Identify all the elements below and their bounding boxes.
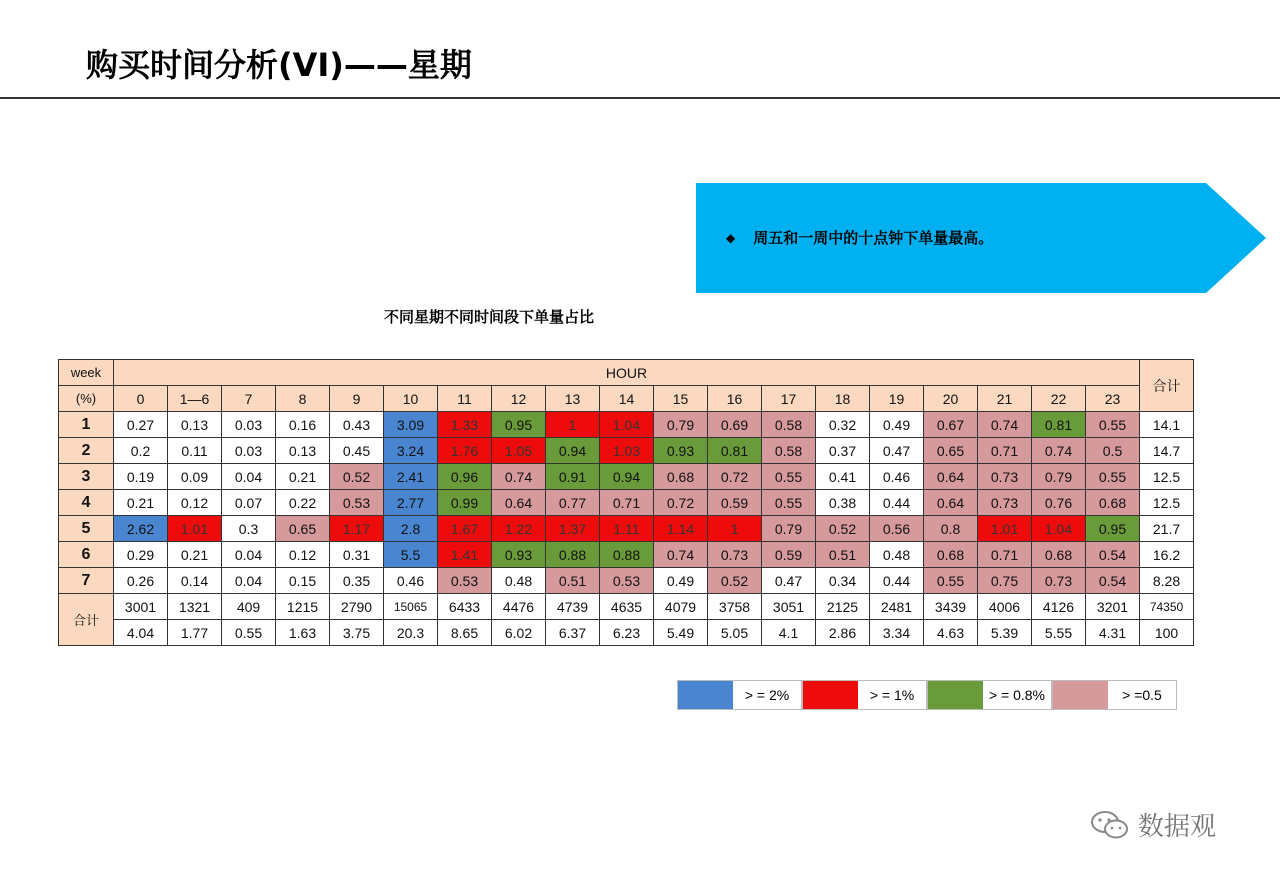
heatmap-cell: 0.45 <box>330 438 384 464</box>
heatmap-cell: 0.58 <box>762 438 816 464</box>
heatmap-cell: 0.73 <box>978 490 1032 516</box>
heatmap-cell: 0.21 <box>168 542 222 568</box>
heatmap-cell: 2.62 <box>114 516 168 542</box>
heatmap-cell: 0.11 <box>168 438 222 464</box>
row-total-cell: 14.7 <box>1140 438 1194 464</box>
table-row <box>59 438 1194 464</box>
heatmap-cell: 0.04 <box>222 464 276 490</box>
week-row-label: 4 <box>59 490 114 516</box>
heatmap-cell: 0.03 <box>222 438 276 464</box>
heatmap-cell: 0.88 <box>546 542 600 568</box>
week-row-label: 1 <box>59 412 114 438</box>
heatmap-cell: 0.49 <box>870 412 924 438</box>
heatmap-cell: 0.32 <box>816 412 870 438</box>
heatmap-cell: 1.01 <box>168 516 222 542</box>
total-percent-cell: 4.04 <box>114 620 168 646</box>
corner-percent-label: (%) <box>59 386 114 412</box>
watermark <box>1090 806 1216 843</box>
watermark-text: 数据观 <box>1138 812 1217 842</box>
heatmap-cell: 0.93 <box>492 542 546 568</box>
heatmap-cell: 0.35 <box>330 568 384 594</box>
total-count-cell: 2481 <box>870 594 924 620</box>
heatmap-cell: 0.21 <box>114 490 168 516</box>
heatmap-cell: 0.64 <box>924 490 978 516</box>
heatmap-cell: 1.33 <box>438 412 492 438</box>
heatmap-cell: 0.13 <box>168 412 222 438</box>
corner-week-label: week <box>59 360 114 386</box>
heatmap-cell: 0.46 <box>384 568 438 594</box>
heatmap-cell: 0.52 <box>708 568 762 594</box>
hour-tick-label: 23 <box>1086 386 1140 412</box>
heatmap-cell: 0.59 <box>708 490 762 516</box>
legend <box>677 680 1177 710</box>
heatmap-cell: 0.52 <box>816 516 870 542</box>
heatmap-cell: 0.69 <box>708 412 762 438</box>
heatmap-cell: 0.94 <box>600 464 654 490</box>
total-percent-cell: 0.55 <box>222 620 276 646</box>
heatmap-cell: 0.12 <box>276 542 330 568</box>
legend-swatch <box>1053 681 1108 709</box>
legend-item <box>677 680 802 710</box>
heatmap-cell: 0.75 <box>978 568 1032 594</box>
heatmap-cell: 0.72 <box>708 464 762 490</box>
total-percent-cell: 5.05 <box>708 620 762 646</box>
heatmap-cell: 1.67 <box>438 516 492 542</box>
total-count-cell: 3758 <box>708 594 762 620</box>
total-count-cell: 4006 <box>978 594 1032 620</box>
total-count-cell: 1215 <box>276 594 330 620</box>
legend-item <box>802 680 927 710</box>
totals-row-label: 合计 <box>59 594 114 646</box>
hour-tick-label: 9 <box>330 386 384 412</box>
heatmap-cell: 0.14 <box>168 568 222 594</box>
row-total-cell: 12.5 <box>1140 464 1194 490</box>
legend-item <box>1052 680 1177 710</box>
total-percent-cell: 4.63 <box>924 620 978 646</box>
heatmap-cell: 0.22 <box>276 490 330 516</box>
heatmap-cell: 0.73 <box>1032 568 1086 594</box>
table-row <box>59 568 1194 594</box>
total-count-cell: 4739 <box>546 594 600 620</box>
totals-percent-row <box>59 620 1194 646</box>
heatmap-cell: 0.53 <box>438 568 492 594</box>
table-row <box>59 464 1194 490</box>
heatmap-cell: 0.8 <box>924 516 978 542</box>
total-percent-cell: 2.86 <box>816 620 870 646</box>
heatmap-cell: 1.76 <box>438 438 492 464</box>
total-percent-cell: 6.02 <box>492 620 546 646</box>
hour-tick-label: 18 <box>816 386 870 412</box>
total-count-cell: 4635 <box>600 594 654 620</box>
row-total-cell: 14.1 <box>1140 412 1194 438</box>
legend-label: > = 0.8% <box>983 681 1051 709</box>
page-title: 购买时间分析(VI)——星期 <box>86 46 472 84</box>
heatmap-cell: 0.99 <box>438 490 492 516</box>
heatmap-cell: 0.16 <box>276 412 330 438</box>
heatmap-cell: 1 <box>708 516 762 542</box>
heatmap-cell: 0.27 <box>114 412 168 438</box>
heatmap-cell: 0.48 <box>870 542 924 568</box>
grand-total-percent: 100 <box>1140 620 1194 646</box>
heatmap-cell: 1 <box>546 412 600 438</box>
title-divider <box>0 97 1280 99</box>
legend-label: > = 2% <box>733 681 801 709</box>
total-percent-cell: 5.49 <box>654 620 708 646</box>
heatmap-cell: 0.52 <box>330 464 384 490</box>
week-row-label: 7 <box>59 568 114 594</box>
row-total-cell: 16.2 <box>1140 542 1194 568</box>
total-count-cell: 2790 <box>330 594 384 620</box>
heatmap-cell: 0.59 <box>762 542 816 568</box>
header-row-1 <box>59 360 1194 386</box>
heatmap-cell: 1.04 <box>1032 516 1086 542</box>
heatmap-cell: 0.77 <box>546 490 600 516</box>
legend-label: > =0.5 <box>1108 681 1176 709</box>
heatmap-cell: 0.55 <box>762 464 816 490</box>
heatmap-cell: 1.37 <box>546 516 600 542</box>
hour-tick-label: 15 <box>654 386 708 412</box>
heatmap-cell: 0.79 <box>654 412 708 438</box>
heatmap-cell: 0.96 <box>438 464 492 490</box>
week-row-label: 2 <box>59 438 114 464</box>
header-row-2 <box>59 386 1194 412</box>
heatmap-cell: 1.03 <box>600 438 654 464</box>
hour-tick-label: 22 <box>1032 386 1086 412</box>
heatmap-cell: 0.5 <box>1086 438 1140 464</box>
heatmap-cell: 0.68 <box>1086 490 1140 516</box>
heatmap-cell: 0.74 <box>978 412 1032 438</box>
total-percent-cell: 5.39 <box>978 620 1032 646</box>
legend-swatch <box>678 681 733 709</box>
heatmap-cell: 0.68 <box>1032 542 1086 568</box>
heatmap-cell: 0.81 <box>708 438 762 464</box>
hour-tick-label: 19 <box>870 386 924 412</box>
callout-line <box>726 227 993 248</box>
heatmap-cell: 0.64 <box>924 464 978 490</box>
total-count-cell: 15065 <box>384 594 438 620</box>
heatmap-cell: 0.74 <box>654 542 708 568</box>
total-count-cell: 4126 <box>1032 594 1086 620</box>
heatmap-cell: 0.71 <box>978 542 1032 568</box>
heatmap-cell: 0.43 <box>330 412 384 438</box>
heatmap-cell: 0.65 <box>924 438 978 464</box>
heatmap-cell: 0.93 <box>654 438 708 464</box>
heatmap-cell: 0.67 <box>924 412 978 438</box>
heatmap-cell: 0.95 <box>1086 516 1140 542</box>
total-column-header: 合计 <box>1140 360 1194 412</box>
total-count-cell: 4476 <box>492 594 546 620</box>
heatmap-cell: 1.14 <box>654 516 708 542</box>
heatmap-cell: 0.46 <box>870 464 924 490</box>
legend-swatch <box>803 681 858 709</box>
total-percent-cell: 1.77 <box>168 620 222 646</box>
total-count-cell: 6433 <box>438 594 492 620</box>
table-row <box>59 412 1194 438</box>
row-total-cell: 8.28 <box>1140 568 1194 594</box>
heatmap-cell: 0.65 <box>276 516 330 542</box>
heatmap-cell: 0.71 <box>600 490 654 516</box>
heatmap-cell: 0.55 <box>762 490 816 516</box>
heatmap-cell: 0.04 <box>222 542 276 568</box>
heatmap-cell: 0.74 <box>492 464 546 490</box>
hour-tick-label: 0 <box>114 386 168 412</box>
heatmap-cell: 0.19 <box>114 464 168 490</box>
heatmap-cell: 0.09 <box>168 464 222 490</box>
total-percent-cell: 8.65 <box>438 620 492 646</box>
hour-tick-label: 13 <box>546 386 600 412</box>
total-percent-cell: 6.37 <box>546 620 600 646</box>
total-count-cell: 3001 <box>114 594 168 620</box>
heatmap-cell: 0.54 <box>1086 568 1140 594</box>
row-total-cell: 21.7 <box>1140 516 1194 542</box>
total-count-cell: 3051 <box>762 594 816 620</box>
heatmap-cell: 1.22 <box>492 516 546 542</box>
heatmap-cell: 2.41 <box>384 464 438 490</box>
heatmap-cell: 0.34 <box>816 568 870 594</box>
heatmap-cell: 0.81 <box>1032 412 1086 438</box>
wechat-icon <box>1090 809 1130 841</box>
total-count-cell: 3201 <box>1086 594 1140 620</box>
week-row-label: 5 <box>59 516 114 542</box>
totals-count-row <box>59 594 1194 620</box>
heatmap-cell: 1.17 <box>330 516 384 542</box>
total-percent-cell: 4.1 <box>762 620 816 646</box>
total-percent-cell: 1.63 <box>276 620 330 646</box>
heatmap-cell: 0.79 <box>762 516 816 542</box>
heatmap-cell: 0.15 <box>276 568 330 594</box>
heatmap-cell: 0.51 <box>546 568 600 594</box>
heatmap-cell: 0.48 <box>492 568 546 594</box>
heatmap-cell: 0.88 <box>600 542 654 568</box>
hour-group-header: HOUR <box>114 360 1140 386</box>
heatmap-cell: 0.29 <box>114 542 168 568</box>
hour-tick-label: 20 <box>924 386 978 412</box>
heatmap-cell: 0.41 <box>816 464 870 490</box>
hour-tick-label: 7 <box>222 386 276 412</box>
heatmap-cell: 0.53 <box>330 490 384 516</box>
grand-total-count: 74350 <box>1140 594 1194 620</box>
legend-label: > = 1% <box>858 681 926 709</box>
table-row <box>59 516 1194 542</box>
heatmap-cell: 0.07 <box>222 490 276 516</box>
heatmap-cell: 0.64 <box>492 490 546 516</box>
week-row-label: 3 <box>59 464 114 490</box>
hour-tick-label: 11 <box>438 386 492 412</box>
hour-tick-label: 14 <box>600 386 654 412</box>
heatmap-cell: 3.09 <box>384 412 438 438</box>
heatmap-cell: 0.58 <box>762 412 816 438</box>
heatmap-cell: 0.71 <box>978 438 1032 464</box>
heatmap-cell: 0.47 <box>762 568 816 594</box>
heatmap-cell: 0.21 <box>276 464 330 490</box>
diamond-bullet-icon: ◆ <box>726 230 736 245</box>
heatmap-cell: 1.11 <box>600 516 654 542</box>
heatmap-cell: 0.44 <box>870 490 924 516</box>
heatmap-cell: 0.73 <box>978 464 1032 490</box>
heatmap-cell: 0.03 <box>222 412 276 438</box>
hour-tick-label: 21 <box>978 386 1032 412</box>
heatmap-cell: 0.44 <box>870 568 924 594</box>
heatmap-cell: 0.72 <box>654 490 708 516</box>
heatmap-cell: 0.12 <box>168 490 222 516</box>
heatmap-cell: 0.37 <box>816 438 870 464</box>
total-percent-cell: 5.55 <box>1032 620 1086 646</box>
heatmap-cell: 0.04 <box>222 568 276 594</box>
heatmap-cell: 1.01 <box>978 516 1032 542</box>
total-percent-cell: 3.75 <box>330 620 384 646</box>
total-percent-cell: 20.3 <box>384 620 438 646</box>
heatmap-cell: 0.55 <box>1086 412 1140 438</box>
heatmap-cell: 0.79 <box>1032 464 1086 490</box>
heatmap-cell: 0.68 <box>924 542 978 568</box>
heatmap-cell: 0.55 <box>924 568 978 594</box>
heatmap-cell: 0.68 <box>654 464 708 490</box>
legend-item <box>927 680 1052 710</box>
week-row-label: 6 <box>59 542 114 568</box>
hour-tick-label: 8 <box>276 386 330 412</box>
heatmap-cell: 0.55 <box>1086 464 1140 490</box>
heatmap-cell: 0.73 <box>708 542 762 568</box>
heatmap-cell: 0.53 <box>600 568 654 594</box>
total-count-cell: 4079 <box>654 594 708 620</box>
table-row <box>59 542 1194 568</box>
row-total-cell: 12.5 <box>1140 490 1194 516</box>
heatmap-cell: 2.8 <box>384 516 438 542</box>
heatmap-cell: 1.41 <box>438 542 492 568</box>
heatmap-cell: 0.76 <box>1032 490 1086 516</box>
heatmap-cell: 3.24 <box>384 438 438 464</box>
heatmap-cell: 1.05 <box>492 438 546 464</box>
heatmap-cell: 0.38 <box>816 490 870 516</box>
heatmap-cell: 0.47 <box>870 438 924 464</box>
legend-swatch <box>928 681 983 709</box>
hour-tick-label: 17 <box>762 386 816 412</box>
heatmap-cell: 0.3 <box>222 516 276 542</box>
heatmap-cell: 0.51 <box>816 542 870 568</box>
hour-tick-label: 12 <box>492 386 546 412</box>
heatmap-cell: 0.74 <box>1032 438 1086 464</box>
heatmap-cell: 0.94 <box>546 438 600 464</box>
total-percent-cell: 4.31 <box>1086 620 1140 646</box>
heatmap-cell: 0.26 <box>114 568 168 594</box>
callout-text: 周五和一周中的十点钟下单量最高。 <box>753 229 994 247</box>
table-row <box>59 490 1194 516</box>
table-subtitle: 不同星期不同时间段下单量占比 <box>384 308 595 326</box>
heatmap-cell: 0.49 <box>654 568 708 594</box>
heatmap-cell: 1.04 <box>600 412 654 438</box>
heatmap-cell: 0.13 <box>276 438 330 464</box>
heatmap-table <box>58 359 1194 646</box>
total-count-cell: 1321 <box>168 594 222 620</box>
total-count-cell: 409 <box>222 594 276 620</box>
heatmap-cell: 0.31 <box>330 542 384 568</box>
heatmap-cell: 5.5 <box>384 542 438 568</box>
heatmap-cell: 0.56 <box>870 516 924 542</box>
heatmap-cell: 0.95 <box>492 412 546 438</box>
total-count-cell: 2125 <box>816 594 870 620</box>
hour-tick-label: 1—6 <box>168 386 222 412</box>
heatmap-cell: 0.2 <box>114 438 168 464</box>
hour-tick-label: 16 <box>708 386 762 412</box>
total-percent-cell: 6.23 <box>600 620 654 646</box>
heatmap-cell: 0.91 <box>546 464 600 490</box>
callout-banner <box>696 183 1266 293</box>
hour-tick-label: 10 <box>384 386 438 412</box>
heatmap-cell: 0.54 <box>1086 542 1140 568</box>
heatmap-cell: 2.77 <box>384 490 438 516</box>
total-count-cell: 3439 <box>924 594 978 620</box>
total-percent-cell: 3.34 <box>870 620 924 646</box>
